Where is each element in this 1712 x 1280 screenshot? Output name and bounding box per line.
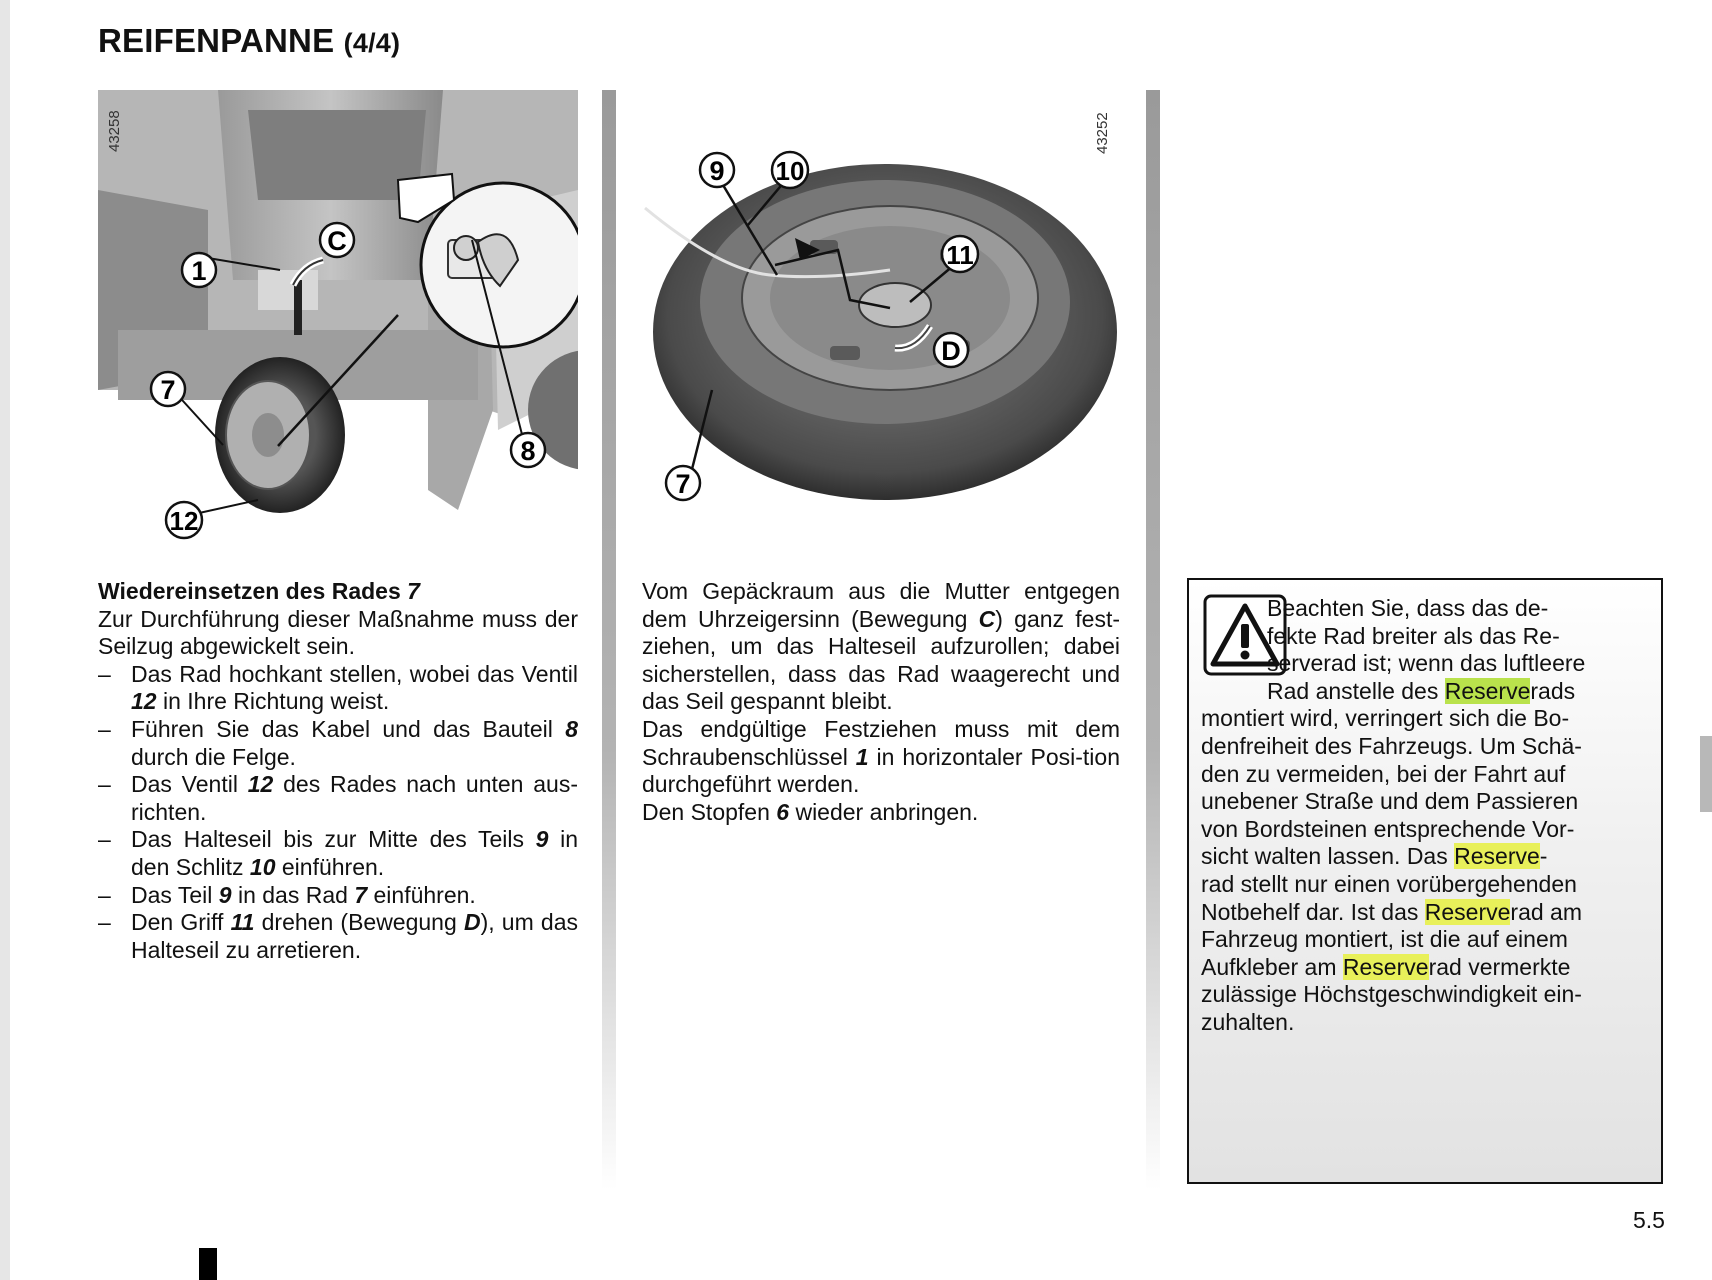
figure-id-left: 43258 — [106, 110, 123, 152]
left-column-text — [98, 578, 578, 964]
figure-vehicle-rear — [98, 90, 578, 540]
search-highlight: Reserve — [1454, 843, 1540, 870]
title-pages: (4/4) — [343, 28, 401, 58]
chapter-tab — [1700, 736, 1712, 812]
middle-column-text — [642, 578, 1120, 826]
callout-c — [320, 223, 354, 257]
svg-text:11: 11 — [946, 240, 974, 270]
instruction-list — [98, 661, 578, 965]
page-title — [98, 22, 400, 60]
vehicle-rear-illustration — [98, 90, 578, 540]
figure-spare-wheel — [640, 90, 1130, 550]
column-divider-2 — [1146, 90, 1160, 1190]
column-divider-1 — [602, 90, 616, 1190]
section-heading: Wiedereinsetzen des Rades 7 — [98, 578, 420, 604]
page-number: 5.5 — [1633, 1207, 1665, 1233]
list-item: – Das Teil 9 in das Rad 7 einführen. — [98, 881, 476, 908]
callout-8 — [511, 433, 545, 467]
intro-paragraph: Zur Durchführung dieser Maßnahme muss der Seilzug abgewickelt sein. — [98, 605, 578, 660]
svg-text:12: 12 — [169, 506, 199, 536]
search-highlight: Reserve — [1342, 953, 1429, 980]
callout-d — [934, 333, 968, 367]
svg-text:7: 7 — [160, 375, 176, 405]
svg-text:D: D — [941, 336, 961, 366]
paragraph-plug: Den Stopfen 6 wieder anbringen. — [642, 798, 979, 825]
warning-text: Beachten Sie, dass das de- fekte Rad breiter als das Re- serverad ist; wenn das luftleere Rad anstelle des Reserverads montiert wird, verringert sich die Bo- denfreiheit des Fahrzeugs. Um Schä- den zu vermeiden, bei der Fahrt auf unebener Straße und dem Passieren von Bordsteinen entsprechende Vor- sicht walten lassen. Das Reserve- rad stellt nur einen vorübergehenden Notbehelf dar. Ist das Reserverad am Fahrzeug montiert, ist die auf einem Aufkleber am Reserverad vermerkte zulässige Höchstgeschwindigkeit ein- zuhalten. — [1201, 595, 1586, 1035]
paragraph-final-tighten: Das endgültige Festziehen muss mit dem Schraubenschlüssel 1 in horizontaler Posi-tion durchgeführt werden. — [642, 715, 1121, 798]
svg-text:9: 9 — [709, 156, 725, 186]
callout-1 — [182, 253, 216, 287]
search-highlight: Reserve — [1444, 677, 1531, 704]
print-mark — [199, 1248, 217, 1280]
paragraph-tighten: Vom Gepäckraum aus die Mutter entgegen dem Uhrzeigersinn (Bewegung C) ganz fest-ziehen, um das Halteseil aufzurollen; dabei sicherstellen, dass das Rad waagerecht und das Seil gespannt bleibt. — [642, 578, 1121, 715]
svg-text:10: 10 — [775, 156, 805, 186]
spare-wheel-illustration — [640, 90, 1130, 550]
list-item: – Führen Sie das Kabel und das Bauteil 8 durch die Felge. — [98, 715, 578, 770]
list-item: – Das Rad hochkant stellen, wobei das Ventil 12 in Ihre Richtung weist. — [98, 660, 578, 715]
figure-id-middle: 43252 — [1094, 112, 1111, 154]
callout-10 — [772, 152, 808, 188]
list-item: – Den Griff 11 drehen (Bewegung D), um das Halteseil zu arretieren. — [98, 909, 578, 963]
svg-text:1: 1 — [191, 256, 207, 286]
search-highlight: Reserve — [1424, 898, 1511, 925]
callout-7 — [666, 466, 700, 500]
list-item: – Das Halteseil bis zur Mitte des Teils 9 in den Schlitz 10 einführen. — [98, 826, 578, 880]
callout-9 — [700, 153, 734, 187]
svg-text:C: C — [327, 226, 347, 256]
warning-box — [1187, 578, 1663, 1184]
svg-text:8: 8 — [520, 436, 536, 466]
title-text: REIFENPANNE — [98, 22, 335, 59]
callout-11 — [942, 236, 978, 272]
svg-text:7: 7 — [675, 469, 691, 499]
callout-7 — [151, 372, 185, 406]
callout-12 — [166, 502, 202, 538]
page-edge — [0, 0, 10, 1280]
list-item: – Das Ventil 12 des Rades nach unten aus-richten. — [98, 771, 578, 825]
